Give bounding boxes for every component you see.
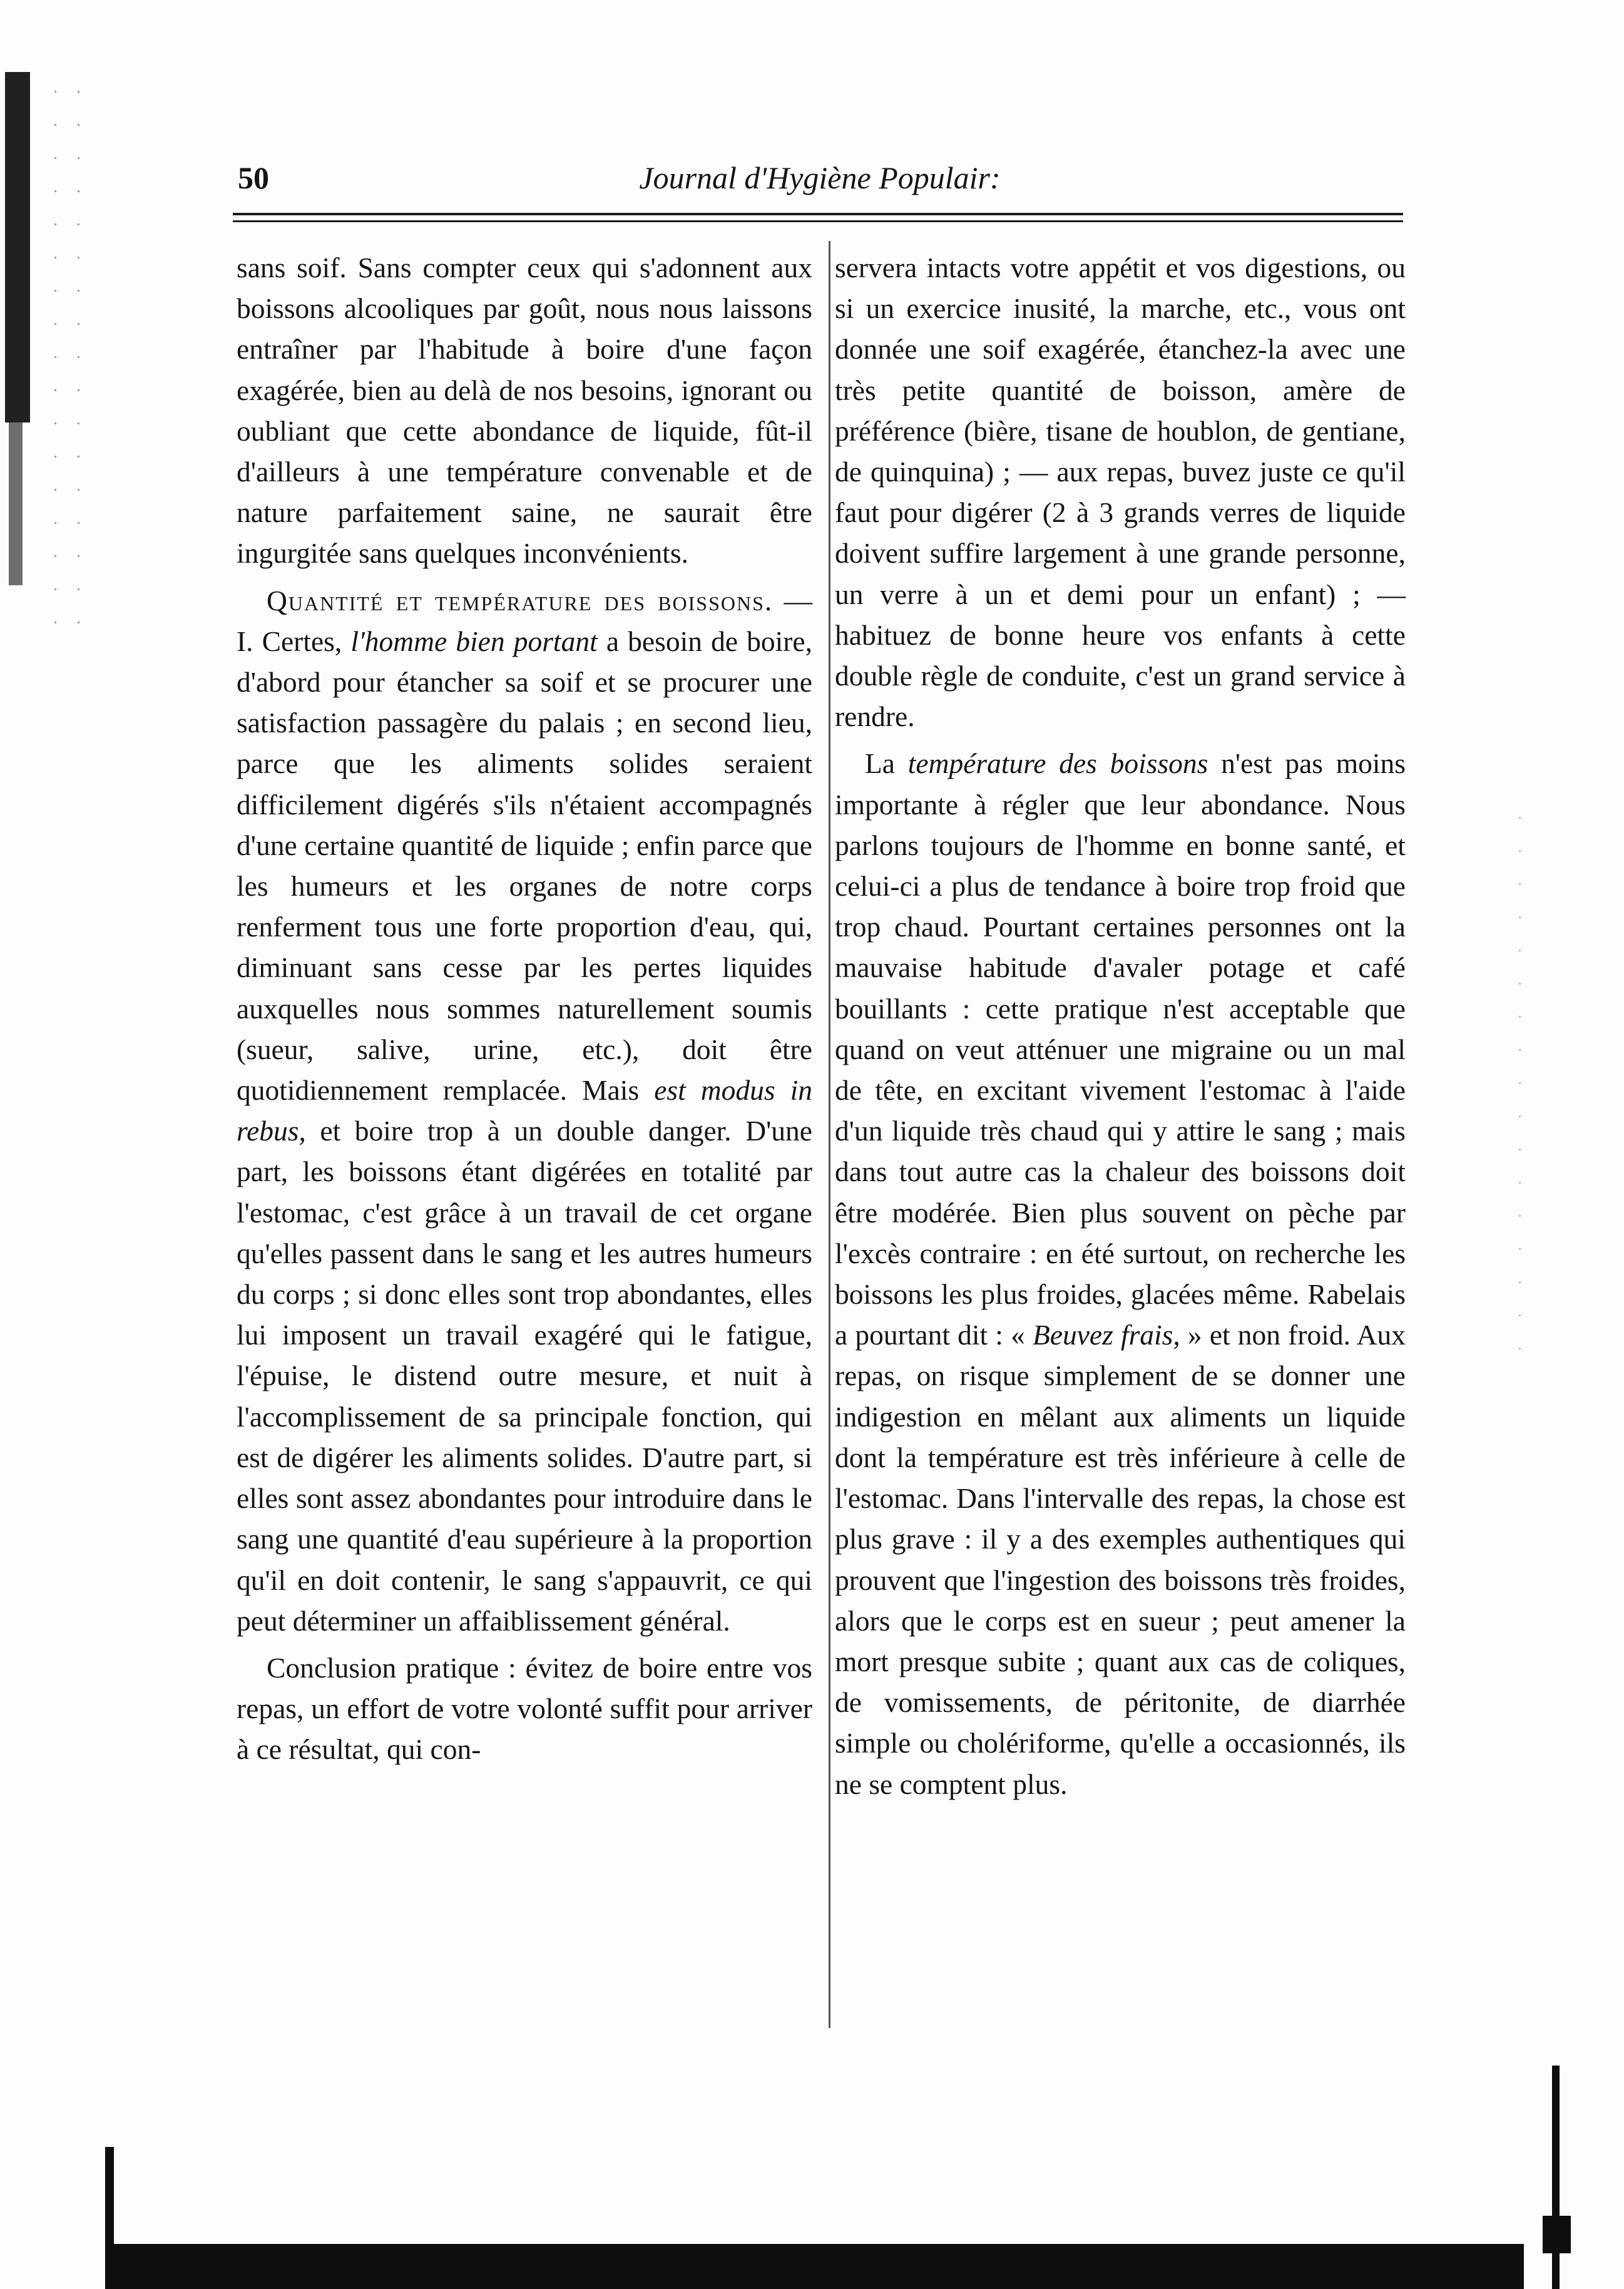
- left-scan-border: [5, 72, 30, 422]
- right-scan-spike: [1543, 2216, 1571, 2253]
- column-divider: [829, 241, 830, 2028]
- emphasis-quote: Beuvez frais,: [1032, 1319, 1180, 1351]
- left-scan-border-lower: [9, 422, 23, 585]
- right-scan-border: [1552, 2066, 1560, 2289]
- bottom-scan-border: [110, 2244, 1524, 2289]
- page-number: 50: [238, 160, 269, 195]
- paragraph: servera intacts votre appétit et vos digestions, ou si un exercice inusité, la marche, etc., vous ont donnée une soif exagérée, étanchez-la avec une très petite quantité de boisson, amère de préférence (bière, tisane de houblon, de gentiane, de quinquina) ; — aux repas, buvez juste ce qu'il faut pour digérer (2 à 3 grands verres de liquide doivent suffire largement à une grande personne, un verre à un et demi pour un enfant) ; — habituez de bonne heure vos enfants à cette double règle de conduite, c'est un grand service à rendre.: [835, 252, 1406, 733]
- paragraph: sans soif. Sans compter ceux qui s'adonnent aux boissons alcooliques par goût, nous nous laissons entraîner par l'habitude à boire d'une façon exagérée, bien au delà de nos besoins, ignorant ou oubliant que cette abondance de liquide, fût-il d'ailleurs à une température convenable et de nature parfaitement saine, ne saurait être ingurgitée sans quelques inconvénients.: [237, 252, 812, 570]
- page-header: [238, 160, 1402, 210]
- emphasis-latin: est modus in rebus,: [237, 1074, 813, 1147]
- right-column: [835, 247, 1406, 1811]
- section-heading: Quantité et température des boissons.: [267, 584, 774, 617]
- emphasis: température des boissons: [907, 747, 1208, 780]
- left-column: [237, 247, 812, 1776]
- header-rule-top: [233, 213, 1403, 215]
- right-margin-specks: [1508, 801, 1533, 1365]
- left-margin-specks: [44, 75, 100, 638]
- paragraph: La température des boissons n'est pas moins importante à régler que leur abondance. Nous parlons toujours de l'homme en bonne santé, et celui-ci a plus de tendance à boire trop froid que trop chaud. Pourtant certaines personnes ont la mauvaise habitude d'avaler potage et café bouillants : cette pratique n'est acceptable que quand on veut atténuer une migraine ou un mal de tête, en excitant vivement l'estomac à l'aide d'un liquide très chaud qui y attire le sang ; mais dans tout autre cas la chaleur des boissons doit être modérée. Bien plus souvent on pèche par l'excès contraire : en été surtout, on recherche les boissons les plus froides, glacées même. Rabelais a pourtant dit : « Beuvez frais, » et non froid. Aux repas, on risque simplement de se donner une indigestion en mêlant aux aliments un liquide dont la température est très inférieure à celle de l'estomac. Dans l'intervalle des repas, la chose est plus grave : il y a des exemples authentiques qui prouvent que l'ingestion des boissons très froides, alors que le corps est en sueur ; peut amener la mort presque subite ; quant aux cas de coliques, de vomissements, de péritonite, de diarrhée simple ou cholériforme, qu'elle a occasionnés, ils ne se comptent plus.: [835, 747, 1406, 1800]
- paragraph: Conclusion pratique : évitez de boire entre vos repas, un effort de votre volonté suffit pour arriver à ce résultat, qui con-: [237, 1651, 812, 1766]
- section-paragraph: Quantité et température des boissons. — I. Certes, l'homme bien portant a besoin de boire, d'abord pour étancher sa soif et se procurer une satisfaction passagère du palais ; en second lieu, parce que les aliments solides seraient difficilement digérés s'ils n'étaient accompagnés d'une certaine quantité de liquide ; enfin parce que les humeurs et les organes de notre corps renferment tous une forte proportion d'eau, qui, diminuant sans cesse par les pertes liquides auxquelles nous sommes naturellement soumis (sueur, salive, urine, etc.), doit être quotidiennement remplacée. Mais est modus in rebus, et boire trop à un double danger. D'une part, les boissons étant digérées en totalité par l'estomac, c'est grâce à un travail de cet organe qu'elles passent dans le sang et les autres humeurs du corps ; si donc elles sont trop abondantes, elles lui imposent un travail exagéré qui le fatigue, l'épuise, le distend outre mesure, et nuit à l'accomplissement de sa principale fonction, qui est de digérer les aliments solides. D'autre part, si elles sont assez abondantes pour introduire dans le sang une quantité d'eau supérieure à la proportion qu'il en doit contenir, le sang s'appauvrit, ce qui peut déterminer un affaiblissement général.: [237, 584, 813, 1637]
- running-title: Journal d'Hygiène Populair:: [639, 160, 1001, 195]
- header-rule-bottom: [233, 220, 1403, 222]
- emphasis: l'homme bien portant: [350, 625, 598, 657]
